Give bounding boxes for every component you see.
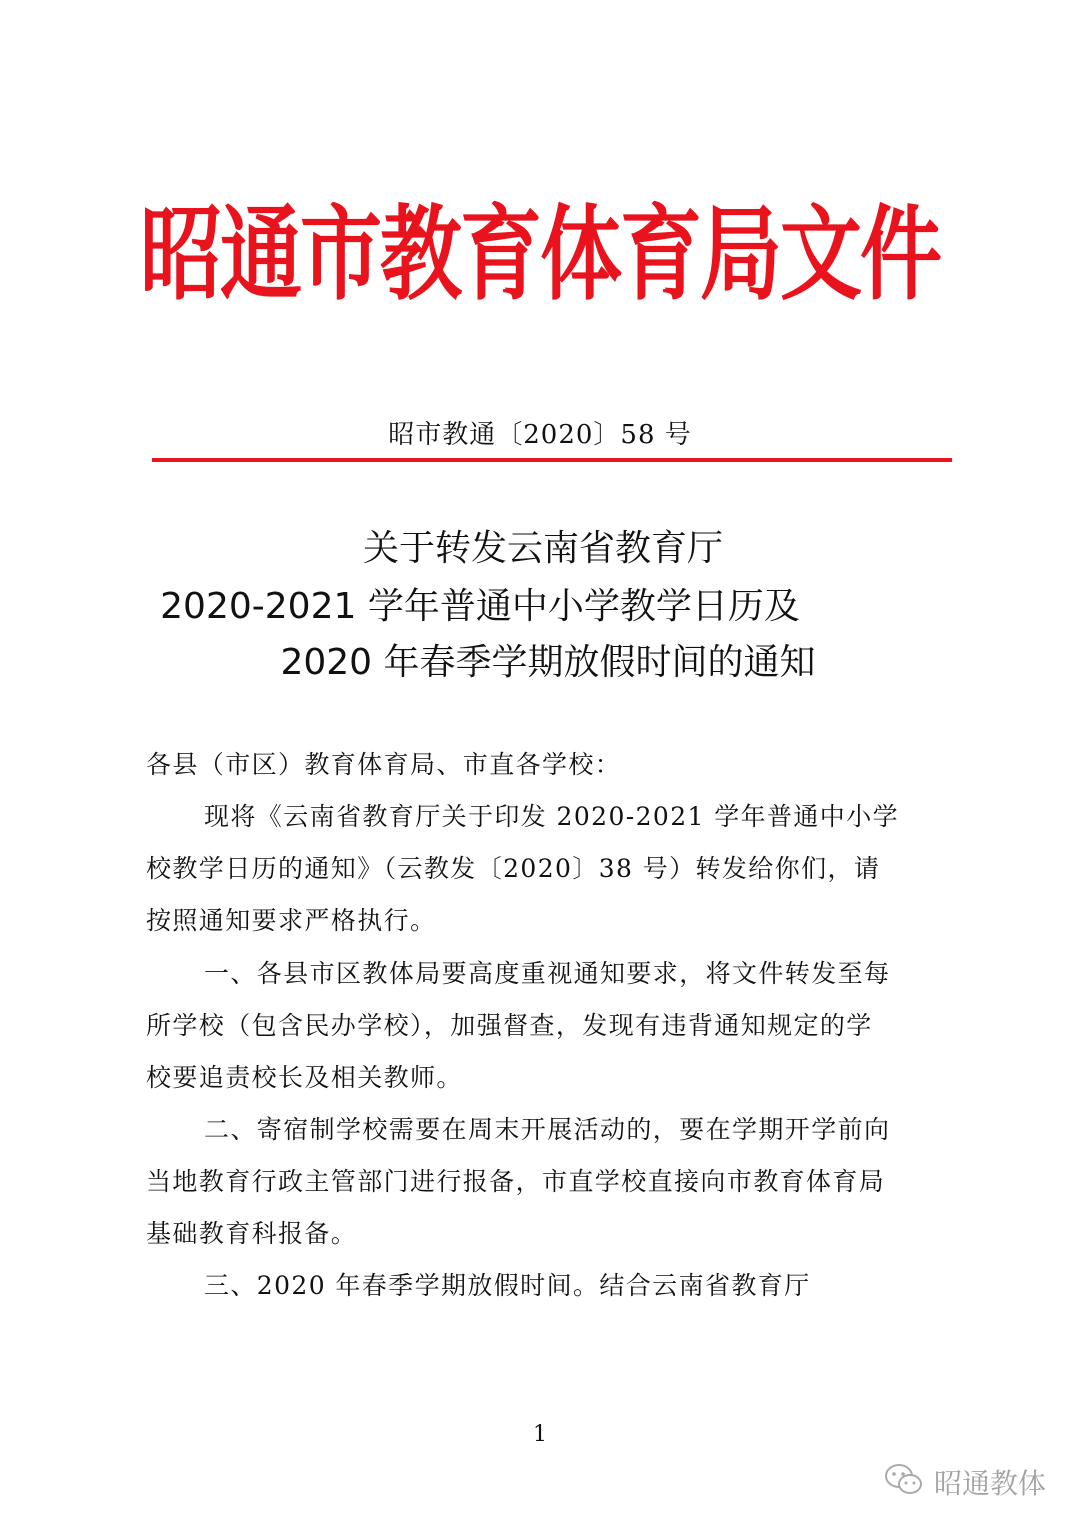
watermark [884, 1462, 1046, 1502]
page-number: 1 [533, 1422, 547, 1447]
watermark-text: 昭通教体 [933, 1467, 1046, 1500]
body-line: 当地教育行政主管部门进行报备，市直学校直接向市教育体育局 [146, 1167, 886, 1196]
red-divider [152, 458, 952, 462]
body-line: 二、寄宿制学校需要在周末开展活动的，要在学期开学前向 [204, 1115, 891, 1144]
wechat-icon [884, 1463, 924, 1502]
document-number: 昭市教通〔2020〕58 号 [388, 420, 692, 450]
body-line: 所学校（包含民办学校），加强督查，发现有违背通知规定的学 [146, 1011, 873, 1040]
notice-title-line-3: 2020 年春季学期放假时间的通知 [280, 642, 816, 683]
body-line: 校教学日历的通知》（云教发〔2020〕38 号）转发给你们，请 [146, 854, 881, 883]
masthead-title: 昭通市教育体育局文件 [139, 194, 940, 315]
notice-title-line-2: 2020-2021 学年普通中小学教学日历及 [160, 586, 800, 627]
body-line: 校要追责校长及相关教师。 [146, 1063, 463, 1092]
body-line: 一、各县市区教体局要高度重视通知要求，将文件转发至每 [204, 959, 891, 988]
body-line: 基础教育科报备。 [146, 1219, 358, 1248]
salutation: 各县（市区）教育体育局、市直各学校： [146, 750, 622, 779]
body-line: 按照通知要求严格执行。 [146, 906, 437, 935]
body-line: 现将《云南省教育厅关于印发 2020-2021 学年普通中小学 [204, 802, 899, 831]
body-line: 三、2020 年春季学期放假时间。结合云南省教育厅 [204, 1271, 811, 1300]
notice-title-line-1: 关于转发云南省教育厅 [362, 528, 723, 569]
masthead [0, 186, 1080, 315]
